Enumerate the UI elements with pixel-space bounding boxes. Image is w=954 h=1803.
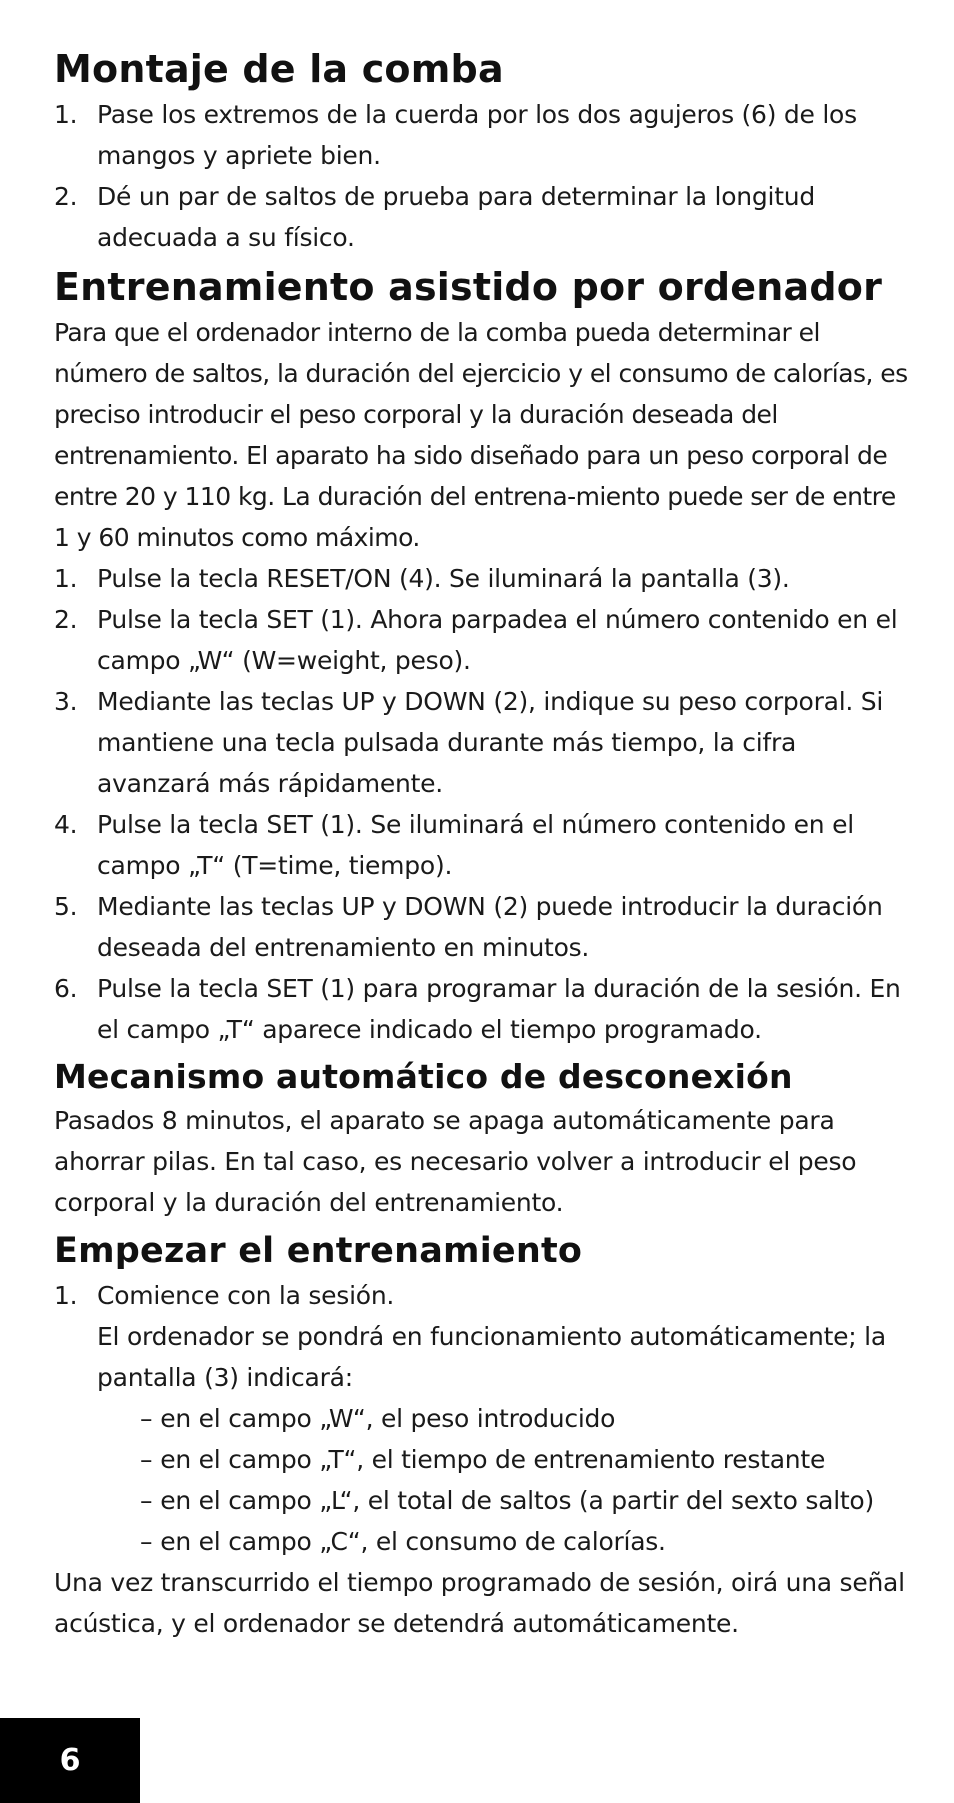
step-number: 2.	[54, 605, 78, 634]
list-item	[54, 681, 914, 804]
list-item	[54, 886, 914, 968]
step-number: 1.	[54, 564, 78, 593]
step-number: 1.	[54, 1281, 78, 1310]
field-text: en el campo „L“, el total de saltos (a partir del sexto salto)	[160, 1486, 874, 1515]
step-text: Pulse la tecla SET (1). Se iluminará el número contenido en el campo „T“ (T=time, tiempo).	[97, 810, 854, 880]
step-text: Pulse la tecla SET (1). Ahora parpadea el número contenido en el campo „W“ (W=weight, peso).	[97, 605, 898, 675]
step-number: 2.	[54, 182, 78, 211]
intro-paragraph: Para que el ordenador interno de la comba pueda determinar el número de saltos, la duración del ejercicio y el consumo de calorías, es preciso introducir el peso corporal y la duración deseada del entrenamiento. El aparato ha sido diseñado para un peso corporal de entre 20 y 110 kg. La duración del entrena-miento puede ser de entre 1 y 60 minutos como máximo.	[54, 318, 908, 552]
step-text: Mediante las teclas UP y DOWN (2), indique su peso corporal. Si mantiene una tecla pulsada durante más tiempo, la cifra avanzará más rápidamente.	[97, 687, 884, 798]
step-text: Mediante las teclas UP y DOWN (2) puede introducir la duración deseada del entrenamiento en minutos.	[97, 892, 883, 962]
step-number: 1.	[54, 100, 78, 129]
dash-marker: –	[140, 1527, 153, 1556]
step-number: 6.	[54, 974, 78, 1003]
list-item	[54, 558, 914, 599]
manual-page	[54, 44, 914, 1644]
dash-marker: –	[140, 1445, 153, 1474]
list-item	[54, 176, 914, 258]
dash-marker: –	[140, 1404, 153, 1433]
step-detail: El ordenador se pondrá en funcionamiento automáticamente; la pantalla (3) indicará:	[97, 1322, 886, 1392]
list-item	[54, 804, 914, 886]
list-item	[97, 1521, 914, 1562]
field-text: en el campo „C“, el consumo de calorías.	[160, 1527, 666, 1556]
step-number: 4.	[54, 810, 78, 839]
step-text: Comience con la sesión.	[97, 1281, 395, 1310]
step-text: Pase los extremos de la cuerda por los dos agujeros (6) de los mangos y apriete bien.	[97, 100, 857, 170]
dash-marker: –	[140, 1486, 153, 1515]
list-item	[54, 968, 914, 1050]
step-text: Dé un par de saltos de prueba para determinar la longitud adecuada a su físico.	[97, 182, 815, 252]
empezar-steps	[54, 1275, 914, 1562]
field-text: en el campo „W“, el peso introducido	[160, 1404, 616, 1433]
desconexion-paragraph: Pasados 8 minutos, el aparato se apaga automáticamente para ahorrar pilas. En tal caso, es necesario volver a introducir el peso corporal y la duración del entrenamiento.	[54, 1106, 857, 1217]
list-item	[54, 1275, 914, 1562]
list-item	[97, 1480, 914, 1521]
section-title-empezar: Empezar el entrenamiento	[54, 1231, 583, 1271]
page-number: 6	[0, 1718, 140, 1803]
list-item	[97, 1398, 914, 1439]
step-text: Pulse la tecla SET (1) para programar la duración de la sesión. En el campo „T“ aparece indicado el tiempo programado.	[97, 974, 901, 1044]
section-title-montaje: Montaje de la comba	[54, 47, 504, 91]
list-item	[54, 599, 914, 681]
step-number: 5.	[54, 892, 78, 921]
display-fields-list	[97, 1398, 914, 1562]
field-text: en el campo „T“, el tiempo de entrenamiento restante	[160, 1445, 826, 1474]
section-title-desconexion: Mecanismo automático de desconexión	[54, 1057, 793, 1096]
list-item	[97, 1439, 914, 1480]
closing-paragraph: Una vez transcurrido el tiempo programado de sesión, oirá una señal acústica, y el ordenador se detendrá automáticamente.	[54, 1568, 905, 1638]
section-title-entrenamiento-asistido: Entrenamiento asistido por ordenador	[54, 265, 883, 309]
list-item	[54, 94, 914, 176]
step-text: Pulse la tecla RESET/ON (4). Se iluminará la pantalla (3).	[97, 564, 790, 593]
montaje-steps	[54, 94, 914, 258]
entrenamiento-steps	[54, 558, 914, 1050]
step-number: 3.	[54, 687, 78, 716]
